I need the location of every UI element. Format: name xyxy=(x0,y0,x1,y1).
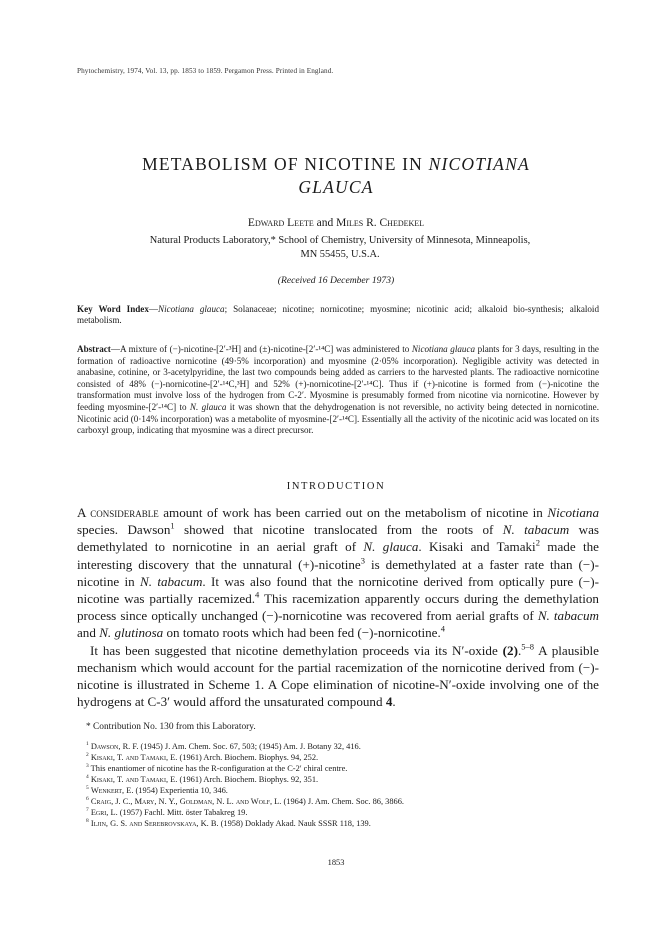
keyword-label: Key Word Index xyxy=(77,304,149,314)
intro-text: was demethylated to nornicotine in an aerial graft of xyxy=(77,522,600,555)
compound-number: (2) xyxy=(502,642,518,658)
intro-italic: N. glutinosa xyxy=(99,625,164,641)
reference-citation: (1945) J. Am. Chem. Soc. 67, 503; (1945) Am. J. Botany 32, 416. xyxy=(138,742,361,751)
intro-text: is demethylated at a faster rate than (−)-nicotine in xyxy=(77,556,599,589)
reference-number: 1 xyxy=(86,741,89,748)
section-heading-introduction: INTRODUCTION xyxy=(286,481,386,492)
affiliation-line2: MN 55455, U.S.A. xyxy=(300,249,380,260)
author-1: Edward Leete xyxy=(247,217,314,229)
intro-italic: N. tabacum xyxy=(140,573,203,589)
reference-item xyxy=(86,807,601,818)
page-number: 1853 xyxy=(327,858,345,867)
reference-citation: (1957) Fachl. Mitt. öster Tabakreg 19. xyxy=(117,808,248,818)
reference-number: 4 xyxy=(86,774,89,781)
affiliation xyxy=(80,234,600,262)
reference-citation: (1954) Experientia 10, 346. xyxy=(133,786,228,796)
reference-item xyxy=(86,818,601,829)
intro-italic: N. glauca xyxy=(363,539,419,555)
intro-paragraph-1 xyxy=(77,504,599,642)
abstract-text-1: —A mixture of (−)-nicotine-[2′-³H] and (±)-nicotine-[2′-¹⁴C] was administered to xyxy=(110,344,412,354)
abstract-italic-1: Nicotiana glauca xyxy=(411,344,476,354)
intro-text: . xyxy=(392,694,396,710)
reference-list xyxy=(86,741,601,829)
reference-item xyxy=(86,763,601,774)
intro-text: amount of work has been carried out on the metabolism of nicotine in xyxy=(158,505,548,520)
affiliation-line1: Natural Products Laboratory,* School of Chemistry, University of Minnesota, Minneapolis, xyxy=(149,235,531,246)
reference-item xyxy=(86,741,601,752)
reference-number: 5 xyxy=(86,785,89,792)
reference-authors: Kisaki, T. and Tamaki, E. xyxy=(90,775,178,785)
running-head: Phytochemistry, 1974, Vol. 13, pp. 1853 to 1859. Pergamon Press. Printed in England. xyxy=(77,67,334,75)
intro-text: A plausible mechanism which would account for the partial racemization of the nornicotine derived from (−)-nicotine is illustrated in Scheme 1. A Cope elimination of nicotine-N′-oxide involving one of the hydrogens at C-3′ would afford the unsaturated compound xyxy=(77,642,599,710)
abstract-label: Abstract xyxy=(77,344,111,354)
reference-authors: Dawson, R. F. xyxy=(90,742,139,751)
reference-citation: (1961) Arch. Biochem. Biophys. 92, 351. xyxy=(177,775,319,785)
keyword-dash: — xyxy=(148,304,158,314)
reference-number: 2 xyxy=(86,752,89,759)
citation-ref: 4 xyxy=(440,624,446,635)
reference-citation: This enantiomer of nicotine has the R-configuration at the C-2′ chiral centre. xyxy=(90,764,348,774)
introduction-body xyxy=(77,504,599,710)
reference-number: 8 xyxy=(86,818,89,825)
intro-text: on tomato roots which had been fed (−)-nornicotine. xyxy=(163,625,441,641)
keyword-list: ; Solanaceae; nicotine; nornicotine; myosmine; nicotinic acid; alkaloid bio-synthesis; alkaloid metabolism. xyxy=(77,304,600,326)
citation-ref: 5–8 xyxy=(521,641,534,652)
compound-number: 4 xyxy=(385,694,393,710)
author-and: and xyxy=(313,217,337,229)
reference-item xyxy=(86,774,601,785)
intro-text: species. Dawson xyxy=(77,522,171,538)
intro-italic: N. tabacum xyxy=(537,608,600,624)
abstract-italic-2: N. glauca xyxy=(189,401,227,412)
intro-text: It has been suggested that nicotine demethylation proceeds via its N′-oxide xyxy=(90,642,503,658)
intro-italic: N. tabacum xyxy=(502,522,570,538)
reference-authors: Egri, L. xyxy=(90,808,118,818)
intro-italic: Nicotiana xyxy=(547,505,599,520)
intro-lead-words: A considerable xyxy=(77,505,159,520)
citation-ref: 4 xyxy=(255,589,260,600)
title-line2-italic: GLAUCA xyxy=(298,177,374,197)
intro-text: . Kisaki and Tamaki xyxy=(418,539,536,555)
reference-item xyxy=(86,752,601,763)
abstract-text-3: it was shown that the dehydrogenation is not reversible, no activity being detected in nornicotine. Nicotinic acid (0·14% incorporation) was a metabolite of myosmine-[2′-¹⁴C]. Essentially all the activity of the nicotinic acid was located on its carboxyl group, indicating that myosmine was a direct precursor. xyxy=(77,401,599,436)
citation-ref: 3 xyxy=(360,555,365,566)
intro-text: . xyxy=(517,642,522,658)
intro-text: . It was also found that the nornicotine derived from optically pure (−)-nicotine was partially racemized. xyxy=(77,573,599,607)
citation-ref: 1 xyxy=(170,520,175,531)
intro-text: This racemization apparently occurs during the demethylation process since optically unchanged (−)-nornicotine was recovered from aerial grafts of xyxy=(77,591,599,624)
reference-number: 7 xyxy=(86,807,89,814)
reference-item xyxy=(86,785,601,796)
reference-number: 3 xyxy=(86,763,89,770)
keyword-index xyxy=(77,304,599,326)
abstract-text-2: plants for 3 days, resulting in the formation of radioactive nornicotine (49·5% incorporation) and myosmine (2·05% incorporation). Negligible activity was detected in anabasine, cotinine, or 3-acetylpyridine, the last two compounds being added as carriers to the harvested plants. The radioactive nornicotine consisted of 48% (−)-nornicotine-[2′-¹⁴C,³H] and 52% (+)-nornicotine-[2′-¹⁴C]. Thus if (+)-nicotine is formed from (−)-nicotine the transformation must involve loss of the hydrogen from C-2′. Myosmine is presumably formed from nicotine via nornicotine. However by feeding myosmine-[2′-¹⁴C] to xyxy=(77,344,599,412)
reference-item xyxy=(86,796,601,807)
author-2: Miles R. Chedekel xyxy=(336,217,425,229)
citation-ref: 2 xyxy=(535,538,540,549)
abstract xyxy=(77,344,599,437)
reference-number: 6 xyxy=(86,796,89,803)
title-line1: METABOLISM OF NICOTINE IN xyxy=(142,154,429,174)
intro-paragraph-2 xyxy=(77,642,599,711)
title-line1-italic: NICOTIANA xyxy=(428,154,530,174)
reference-citation: (1961) Arch. Biochem. Biophys. 94, 252. xyxy=(177,753,319,763)
author-line xyxy=(0,217,672,229)
reference-authors: Iljin, G. S. and Serebrovskaya, K. B. xyxy=(90,819,219,829)
reference-authors: Wenkert, E. xyxy=(90,786,134,796)
intro-text: showed that nicotine translocated from the roots of xyxy=(174,522,503,538)
reference-citation: (1958) Doklady Akad. Nauk SSSR 118, 139. xyxy=(218,819,371,829)
reference-citation: (1964) J. Am. Chem. Soc. 86, 3866. xyxy=(281,797,405,807)
footnote-contribution: * Contribution No. 130 from this Laboratory. xyxy=(86,722,256,732)
keyword-species: Nicotiana glauca xyxy=(158,304,225,314)
received-date: (Received 16 December 1973) xyxy=(277,275,395,286)
intro-text: and xyxy=(77,625,100,641)
reference-authors: Kisaki, T. and Tamaki, E. xyxy=(90,753,178,763)
reference-authors: Craig, J. C., Mary, N. Y., Goldman, N. L. and Wolf, L. xyxy=(90,797,282,807)
article-title xyxy=(0,153,672,199)
intro-text: made the interesting discovery that the unnatural (+)-nicotine xyxy=(77,539,599,572)
